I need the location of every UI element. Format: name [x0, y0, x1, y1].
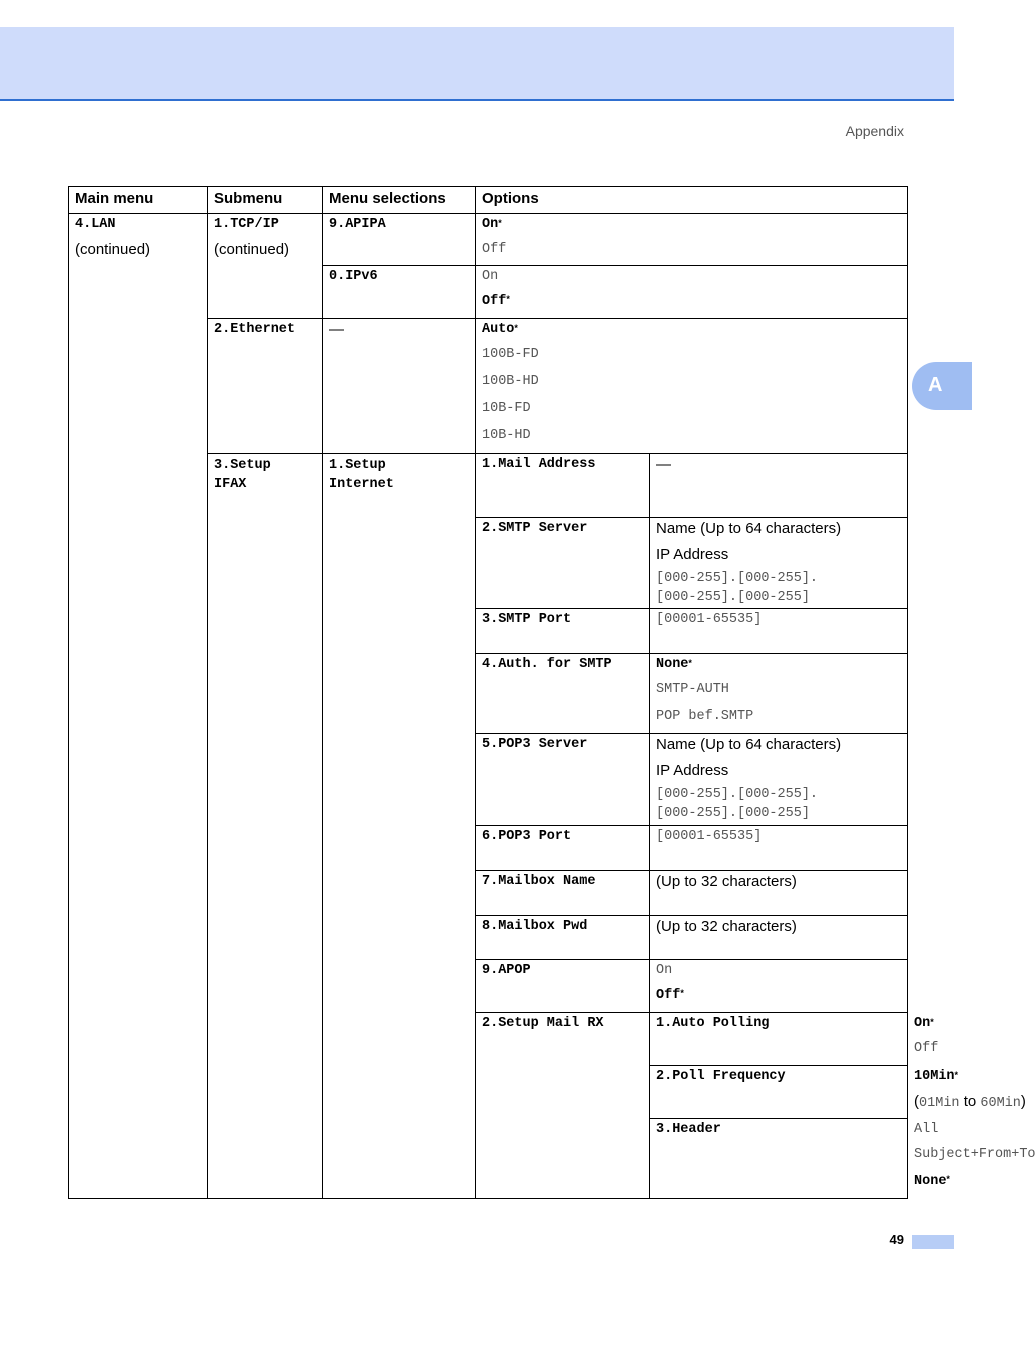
- option-mailbox-pwd: (Up to 32 characters): [650, 916, 908, 960]
- item-poll-frequency: 2.Poll Frequency: [650, 1066, 908, 1119]
- submenu-setup-ifax: 3.Setup IFAX: [208, 454, 323, 1199]
- selection-setup-internet: 1.Setup Internet: [323, 454, 476, 1199]
- table-row: 2.Poll Frequency 10Min* (01Min to 60Min): [69, 1066, 908, 1119]
- option-smtp-port: [00001-65535]: [650, 609, 908, 654]
- item-smtp-server: 2.SMTP Server: [476, 518, 650, 609]
- submenu-tcpip-cell: [208, 214, 323, 319]
- item-auto-polling: 1.Auto Polling: [650, 1013, 908, 1066]
- table-header-row: [69, 187, 908, 214]
- item-mailbox-pwd: 8.Mailbox Pwd: [476, 916, 650, 960]
- options-ipv6: On Off*: [476, 266, 908, 319]
- top-header-band: [0, 27, 954, 101]
- main-menu-note: (continued): [75, 241, 151, 258]
- option-smtp-server: Name (Up to 64 characters) IP Address [000-255].[000-255]. [000-255].[000-255]: [650, 518, 908, 609]
- option-apop: On Off*: [650, 960, 908, 1013]
- table-row: [69, 214, 908, 266]
- options-ethernet: Auto* 100B-FD 100B-HD 10B-FD 10B-HD: [476, 319, 908, 454]
- main-menu-code: 4.LAN: [75, 217, 116, 232]
- item-pop3-server: 5.POP3 Server: [476, 734, 650, 826]
- item-mail-address: 1.Mail Address: [476, 454, 650, 518]
- col-options: Options: [476, 187, 908, 214]
- selection-apipa: 9.APIPA: [323, 214, 476, 266]
- item-auth-for-smtp: 4.Auth. for SMTP: [476, 654, 650, 734]
- option-auth-for-smtp: None* SMTP-AUTH POP bef.SMTP: [650, 654, 908, 734]
- appendix-tab: A: [912, 362, 972, 410]
- selection-ethernet: —: [323, 319, 476, 454]
- main-menu-cell: [69, 214, 208, 1199]
- item-header: 3.Header: [650, 1119, 908, 1199]
- selection-ipv6: 0.IPv6: [323, 266, 476, 319]
- item-pop3-port: 6.POP3 Port: [476, 826, 650, 871]
- page-number-bar: [912, 1235, 954, 1249]
- item-smtp-port: 3.SMTP Port: [476, 609, 650, 654]
- selection-setup-mail-rx: 2.Setup Mail RX: [476, 1013, 650, 1199]
- option-mailbox-name: (Up to 32 characters): [650, 871, 908, 916]
- col-main-menu: Main menu: [69, 187, 208, 214]
- col-menu-selections: Menu selections: [323, 187, 476, 214]
- table-row: 2.Setup Mail RX 1.Auto Polling On* Off: [69, 1013, 908, 1066]
- submenu-code: 1.TCP/IP: [214, 217, 279, 232]
- option-pop3-server: Name (Up to 64 characters) IP Address [000-255].[000-255]. [000-255].[000-255]: [650, 734, 908, 826]
- item-apop: 9.APOP: [476, 960, 650, 1013]
- submenu-note: (continued): [214, 241, 290, 258]
- option-mail-address: —: [650, 454, 908, 518]
- table-row: 3.Header All Subject+From+To None*: [69, 1119, 908, 1199]
- menu-table: [68, 186, 1036, 1199]
- col-submenu: Submenu: [208, 187, 323, 214]
- section-label: Appendix: [845, 123, 904, 139]
- options-apipa: On* Off: [476, 214, 908, 266]
- submenu-ethernet: 2.Ethernet: [208, 319, 323, 454]
- item-mailbox-name: 7.Mailbox Name: [476, 871, 650, 916]
- option-pop3-port: [00001-65535]: [650, 826, 908, 871]
- page-number: 49: [889, 1232, 904, 1247]
